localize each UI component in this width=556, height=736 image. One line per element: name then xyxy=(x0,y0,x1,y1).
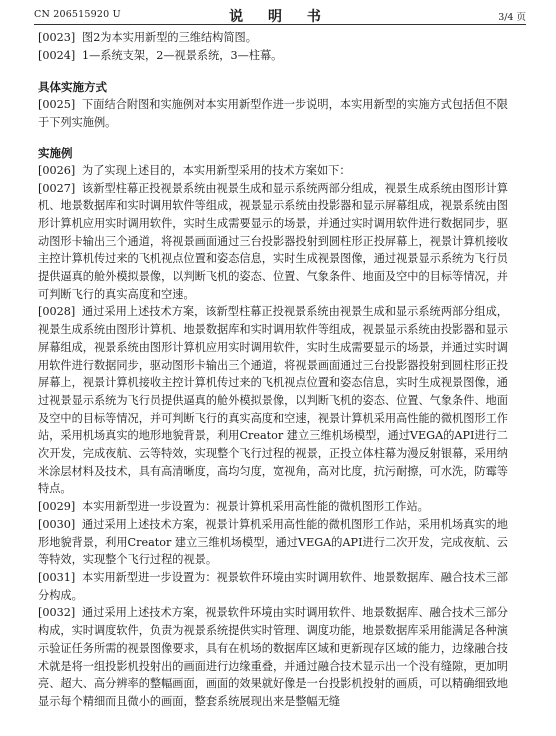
paragraph-text: 图2为本实用新型的三维结构简图。 xyxy=(82,31,257,44)
page-indicator: 3/4 页 xyxy=(498,12,526,23)
paragraph-text: 1—系统支架，2—视景系统，3—柱幕。 xyxy=(82,48,283,62)
paragraph-0028 xyxy=(38,303,508,498)
paragraph-number: [0030] xyxy=(38,517,76,531)
paragraph-text: 为了实现上述目的，本实用新型采用的技术方案如下： xyxy=(82,163,351,177)
paragraph-number: [0029] xyxy=(38,500,76,514)
paragraph-0027 xyxy=(38,180,508,304)
paragraph-text: 下面结合附图和实施例对本实用新型作进一步说明，本实用新型的实施方式包括但不限于下列实施例。 xyxy=(38,98,508,130)
paragraph-number: [0024] xyxy=(38,48,76,62)
paragraph-0025 xyxy=(38,96,508,131)
paragraph-number: [0025] xyxy=(38,98,76,112)
paragraph-0026 xyxy=(38,162,508,180)
page-header xyxy=(34,7,526,23)
paragraph-0032 xyxy=(38,604,508,710)
paragraph-number: [0028] xyxy=(38,305,76,319)
paragraph-0029 xyxy=(38,498,508,516)
paragraph-text: 通过采用上述技术方案，视景软件环境由实时调用软件、地景数据库、融合技术三部分构成，实时调度软件，负责为视景系统提供实时管理、调度功能，地景数据库采用能满足各种演示验证任务所需的视景图像要求，具有在机场的数据库区域和更新现存区域的能力，边缘融合技术就是将一组投影机投射出的画面进行边缘重叠，并通过融合技术显示出一个没有缝隙，更加明亮、超大、高分辨率的整幅画面，画面的效果就好像是一台投影机投射的画质，可以精确细致地显示每个精细而且微小的画面，整套系统展现出来是整幅无缝 xyxy=(38,606,508,708)
section-heading-example: 实施例 xyxy=(38,145,73,160)
document-title: 说 明 书 xyxy=(229,9,331,25)
paragraph-number: [0027] xyxy=(38,181,76,195)
section-heading-embodiment: 具体实施方式 xyxy=(38,80,107,95)
paragraph-number: [0031] xyxy=(38,570,76,584)
header-rule xyxy=(34,24,526,25)
paragraph-number: [0023] xyxy=(38,31,76,44)
paragraph-text: 该新型柱幕正投视景系统由视景生成和显示系统两部分组成，视景生成系统由图形计算机、地景数据库和实时调用软件等组成，视景显示系统由投影器和显示屏幕组成，视景系统由图形计算机应用实时调用软件，实时生成需要显示的场景，并通过实时调用软件进行数据同步，驱动图形卡输出三个通道，将视景画面通过三台投影器投射到圆柱形正投屏幕上，视景计算机接收主控计算机传过来的飞机视点位置和姿态信息，实时生成视景图像，通过视景显示系统为飞行员提供逼真的舱外模拟景像，以判断飞机的姿态、位置、气象条件、地面及空中的目标等情况，并可判断飞行的真实高度和空速。 xyxy=(38,181,508,301)
paragraph-text: 本实用新型进一步设置为：视景计算机采用高性能的微机图形工作站。 xyxy=(82,500,429,514)
document-body xyxy=(38,29,508,711)
paragraph-text: 通过采用上述技术方案，该新型柱幕正投视景系统由视景生成和显示系统两部分组成，视景生成系统由图形计算机、地景数据库和实时调用软件等组成，视景显示系统由投影器和显示屏幕组成，视景系统由图形计算机应用实时调用软件，实时生成需要显示的场景，并通过实时调用软件进行数据同步，驱动图形卡输出三个通道，将视景画面通过三台投影器投射到圆柱形正投屏幕上，视景计算机接收主控计算机传过来的飞机视点位置和姿态信息，实时生成视景图像，通过视景显示系统为飞行员提供逼真的舱外模拟景像，以判断飞机的姿态、位置、气象条件、地面及空中的目标等情况，并可判断飞行的真实高度和空速，视景计算机采用高性能的微机图形工作站，采用机场真实的地形地貌背景，利用Creator 建立三维机场模型，通过VEGA的API进行二次开发，完成夜航、云等特效，实现整个飞行过程的视景，正投立体柱幕为漫反射银幕，采用纳米涂层材料及技术，具有高清晰度，高均匀度，宽视角，高对比度，抗污耐擦，可水洗，防霉等特点。 xyxy=(38,305,508,496)
patent-number: CN 206515920 U xyxy=(34,9,121,20)
paragraph-0023 xyxy=(38,29,508,47)
paragraph-text: 本实用新型进一步设置为：视景软件环境由实时调用软件、地景数据库、融合技术三部分构成。 xyxy=(38,570,508,602)
paragraph-number: [0026] xyxy=(38,163,76,177)
paragraph-0031 xyxy=(38,569,508,604)
paragraph-number: [0032] xyxy=(38,606,76,620)
paragraph-text: 通过采用上述技术方案，视景计算机采用高性能的微机图形工作站，采用机场真实的地形地貌背景，利用Creator 建立三维机场模型，通过VEGA的API进行二次开发，完成夜航、云等特效，实现整个飞行过程的视景。 xyxy=(38,517,508,567)
paragraph-0030 xyxy=(38,516,508,569)
paragraph-0024 xyxy=(38,47,508,65)
